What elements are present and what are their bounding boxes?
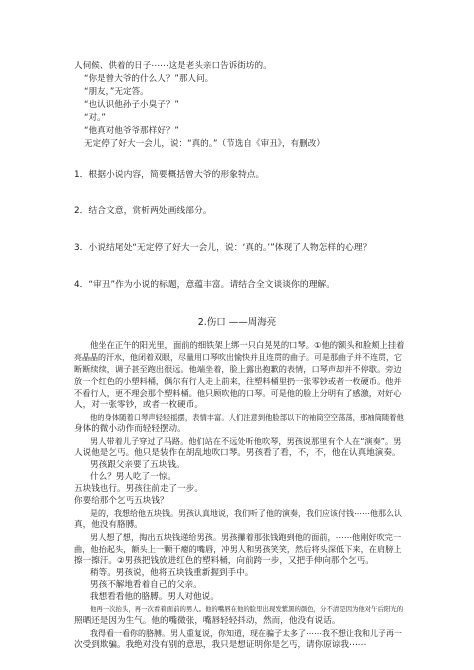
story-line: 亮晶晶的汗水，他闭着双眼，尽量用口琴吹出愉快并且连贯的曲子。可是那曲子并不连贯，它: [74, 353, 402, 362]
story-line: 放一个红色的小塑料桶，偶尔有行人走上前来，往塑料桶里扔一张零钞或者一枚硬币。他并: [74, 376, 402, 386]
story-line: 稍等。男孩说，他将五块钱重新握到手中。: [90, 568, 254, 578]
story-line: 什么？男人吃了一惊。: [90, 472, 176, 482]
story-line: 不看行人，更不理会那个塑料桶。他只顾吹他的口琴。可是他的脸上分明有了感激，对好心: [74, 388, 402, 398]
story-line: 人说他是乞丐。他只是装作在胡乱地吹口琴。男孩看了看，不，不，他在认真地演奏。: [74, 448, 401, 458]
story-line: 男孩不解地看着自己的父亲。: [90, 580, 202, 590]
story-line: 他坐在正午的阳光里，面前的细铁架上绑一只白晃晃的口琴。①他的额头和脸颊上挂着: [90, 340, 405, 350]
story-line: 他的身体随着口琴声轻轻摇摆，表情丰富。人们注意到他脸部以下的袖筒空空荡荡，那袖筒随着他: [90, 413, 404, 422]
story-line: 你要给那个乞丐五块钱？: [74, 496, 169, 506]
question-3: 3．小说结尾处“无定停了好大一会儿，说：‘真的。’”体现了人物怎样的心理？: [74, 243, 372, 253]
question-1: 1．根据小说内容，简要概括曾大爷的形象特点。: [74, 170, 265, 180]
excerpt-source-line: 无定停了好大一会儿，说：“真的。”（节选自《审丑》，有删改）: [84, 139, 325, 149]
excerpt-line: 人伺候、供着的日子⋯⋯这是老头亲口告诉街坊的。: [74, 61, 272, 71]
story-line: 真，他没有胳膊。: [74, 520, 143, 530]
excerpt-line: “也认识他孙子小臭子？”: [84, 100, 179, 110]
excerpt-line: “他真对他爷爷那样好？”: [84, 126, 179, 136]
story-line: 擦一擦汗。②男孩把钱放进红色的塑料桶，向前跨一步，又把手伸向那个乞丐。: [74, 556, 374, 566]
story-line: 我想看看他的胳膊。男人对他说。: [90, 592, 219, 602]
excerpt-line: “对。”: [84, 113, 106, 123]
story-line: 断断续续，调子甚至跑出很远。他端坐着，脸上露出抱歉的表情，口琴声却并不停歇。旁边: [74, 364, 402, 374]
question-2: 2．结合文意，赏析两处画线部分。: [74, 206, 212, 216]
story-line: 他再一次抬头，再一次看着面前的男人。他的嘴唇在他的脸里出现发紫黑的颜色，分不清是因为他对午后阳光的: [90, 605, 404, 613]
story-line: 男孩跟父亲要了五块钱。: [90, 460, 185, 470]
story-line: 我得看一看你的胳膊。男人重复说，你知道，现在骗子太多了⋯⋯我不想让我和儿子再一: [90, 629, 402, 638]
story-line: 是的，我想给他五块钱。男孩认真地说，我们听了他的演奏，我们应该付钱⋯⋯他那么认: [90, 509, 402, 518]
story-line: 身体的微小动作而轻轻摆动。: [74, 424, 186, 434]
story-line: 人，对一张零钞，或者一枚硬币。: [74, 400, 203, 410]
story-line: 五块钱也行。男孩往前走了一步。: [74, 484, 203, 494]
story-line: 次受到欺骗。我绝对没有别的意思，我只是想证明你是乞丐，请你原谅我⋯⋯: [74, 640, 367, 650]
story-line: 男人带着儿子穿过了马路。他们站在不远处听他吹琴，男孩说那里有个人在“演奏”。男: [90, 436, 402, 446]
story-line: 男人想了想，掏出五块钱递给男孩。男孩攥着那张钱跑到他的面前，⋯⋯他刚好吹完一: [90, 532, 402, 542]
story-line: 曲，他抬起头，额头上一颗干瘪的嘴唇，冲男人和男孩笑笑，然后将头深低下来，在肩膀上: [74, 544, 402, 554]
excerpt-line: “你是曾大爷的什么人？”那人问。: [84, 74, 214, 84]
excerpt-line: “朋友，”无定答。: [84, 87, 149, 97]
story-title: 2.伤口 ——周海亮: [197, 317, 277, 328]
story-line: 照晒还是因为生气。他的嘴微张，嘴唇轻轻抖动，然而，他没有说话。: [74, 616, 341, 626]
question-4: 4．“审丑”作为小说的标题，意蕴丰富。请结合全文谈谈你的理解。: [74, 280, 336, 290]
